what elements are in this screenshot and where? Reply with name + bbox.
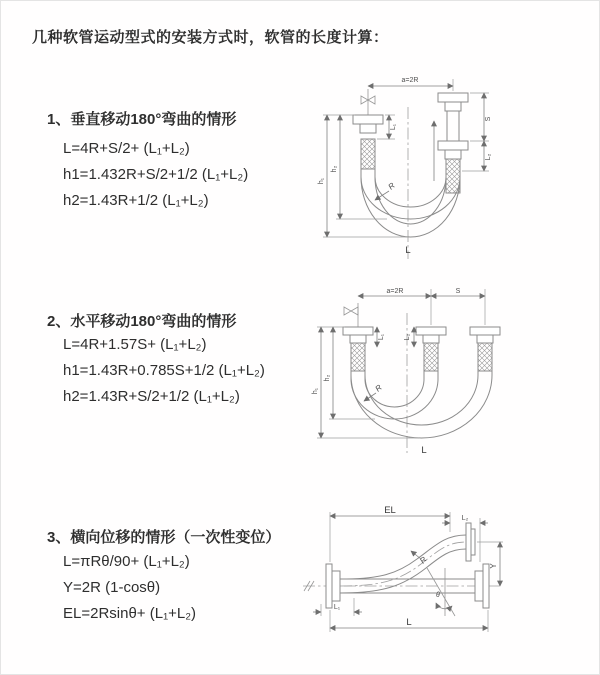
moving-end-position-1-fitting [416, 327, 446, 371]
radius-label: R [386, 180, 397, 192]
top-span-dimension [368, 77, 453, 91]
section-2-formula-L: L=4R+1.57S+ (L₁+L₂) [63, 336, 207, 353]
radius-label: R [418, 554, 429, 566]
fit-left-label: L₁ [333, 604, 341, 611]
diagram-lateral-displacement [295, 504, 599, 652]
length-label: L [406, 617, 412, 628]
section-1-heading: 1、垂直移动180°弯曲的情形 [47, 111, 237, 128]
valve-icon [344, 303, 358, 327]
radius-label: R [373, 382, 384, 394]
bend-radius-callout [364, 383, 384, 401]
valve-icon [361, 89, 375, 115]
angle-construction [427, 568, 455, 616]
section-3-formula-L: L=πRθ/90+ (L₁+L₂) [63, 553, 190, 570]
section-3-formula-Y: Y=2R (1-cosθ) [63, 579, 161, 596]
moving-end-fitting [434, 93, 468, 193]
fixed-end-fitting [353, 115, 383, 169]
span-label: a=2R [401, 77, 419, 84]
fixed-end-fitting [343, 327, 373, 371]
hose-length-label: L [421, 445, 427, 456]
moving-end-position-2-fitting [470, 327, 500, 371]
angle-label: θ [436, 592, 440, 599]
el-dimension [330, 505, 450, 562]
page-title: 几种软管运动型式的安装方式时，软管的长度计算： [32, 29, 389, 46]
height-outer-label: h₁ [312, 387, 319, 395]
diagram-vertical-180-bend [307, 69, 595, 267]
stroke-label: S [455, 288, 461, 295]
hose-length-label: L [405, 245, 411, 256]
height-inner-label: h₂ [331, 165, 338, 173]
left-flange [326, 564, 340, 608]
section-1-formula-L: L=4R+S/2+ (L₁+L₂) [63, 140, 190, 157]
span-label: a=2R [386, 288, 404, 295]
height-inner-label: h₂ [324, 374, 331, 382]
diagram-horizontal-180-bend [307, 283, 599, 459]
section-1-formula-h2: h2=1.43R+1/2 (L₁+L₂) [63, 192, 209, 209]
height-outer-label: h₁ [318, 177, 325, 185]
stroke-and-fitting-dimension-right [462, 93, 492, 171]
section-3-heading: 3、横向位移的情形（一次性变位） [47, 529, 281, 546]
section-2-formula-h2: h2=1.43R+S/2+1/2 (L₁+L₂) [63, 388, 240, 405]
fit-left-label: L₁ [378, 333, 385, 341]
offset-label: Y [489, 563, 498, 569]
fit-right-label: L₂ [404, 333, 411, 341]
top-span-dimensions [358, 288, 485, 325]
fitting-length-dimensions [377, 327, 414, 347]
fit-right-label: L₂ [485, 153, 492, 161]
bend-radius-callout [411, 551, 429, 565]
fit-right-label: L₂ [461, 515, 469, 522]
hose-u-curves [361, 169, 460, 237]
section-1-formula-h1: h1=1.432R+S/2+1/2 (L₁+L₂) [63, 166, 249, 183]
section-3-formula-EL: EL=2Rsinθ+ (L₁+L₂) [63, 605, 197, 622]
section-2-formula-h1: h1=1.43R+0.785S+1/2 (L₁+L₂) [63, 362, 265, 379]
displaced-end-flange [466, 523, 475, 561]
right-flange [475, 564, 489, 608]
el-label: EL [384, 505, 396, 516]
fit-left-label: L₁ [390, 123, 397, 131]
displaced-hose-s-curve [340, 535, 466, 593]
section-2-heading: 2、水平移动180°弯曲的情形 [47, 313, 237, 330]
stroke-label: S [485, 116, 492, 122]
hose-u-curves [351, 371, 492, 438]
